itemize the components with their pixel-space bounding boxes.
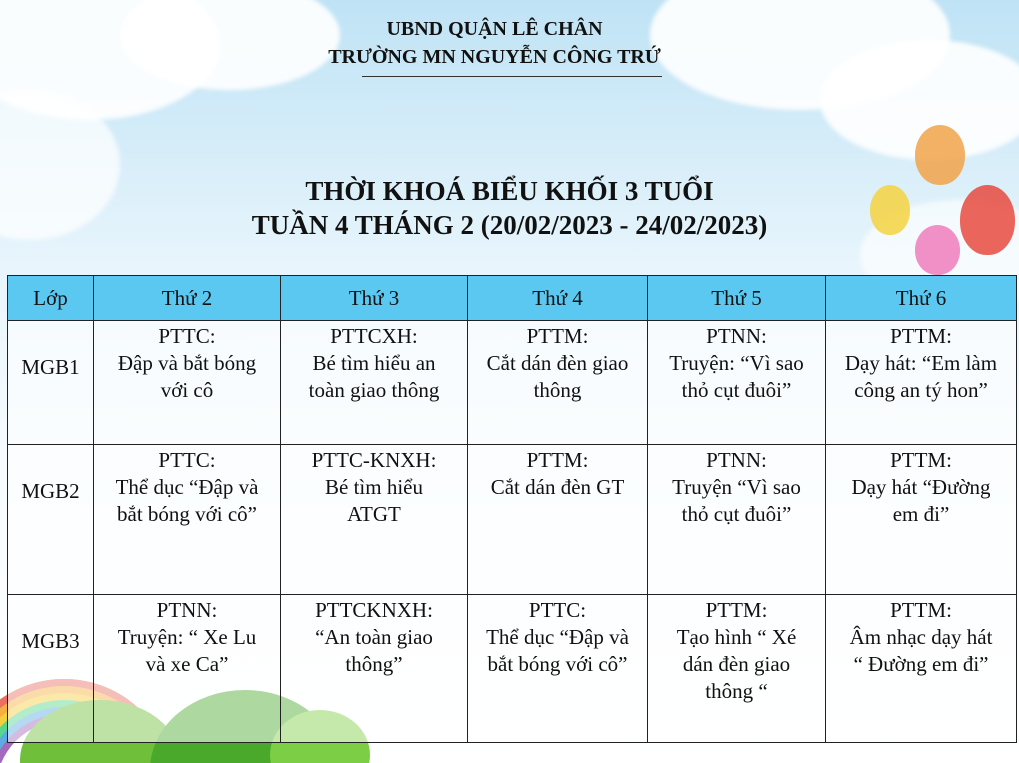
activity-text: Truyện: “ Xe Lu xyxy=(117,625,257,649)
activity-text: thỏ cụt đuôi” xyxy=(681,378,792,402)
subject-area: PTTC: xyxy=(528,598,587,622)
schedule-table xyxy=(7,275,1017,743)
activity-text: Cắt dán đèn giao xyxy=(486,351,629,375)
column-header: Thứ 6 xyxy=(826,276,1017,321)
activity-text: ATGT xyxy=(347,502,401,526)
subject-area: PTNN: xyxy=(706,448,767,472)
activity-text: toàn giao thông xyxy=(308,378,440,402)
activity-text: Cắt dán đèn GT xyxy=(490,475,625,499)
column-header: Thứ 3 xyxy=(281,276,468,321)
schedule-cell xyxy=(826,321,1017,445)
activity-text: bắt bóng với cô” xyxy=(117,502,257,526)
activity-text: Bé tìm hiểu xyxy=(325,475,423,499)
subject-area: PTTM: xyxy=(890,324,952,348)
schedule-cell xyxy=(281,321,468,445)
table-header-row xyxy=(8,276,1017,321)
activity-text: Dạy hát “Đường xyxy=(851,475,991,499)
activity-text: Truyện: “Vì sao xyxy=(669,351,804,375)
subject-area: PTNN: xyxy=(706,324,767,348)
activity-text: Bé tìm hiểu an xyxy=(312,351,436,375)
table-row xyxy=(8,321,1017,445)
subject-area: PTTC: xyxy=(158,324,216,348)
schedule-cell xyxy=(826,445,1017,595)
subject-area: PTTC: xyxy=(158,448,216,472)
column-header: Thứ 4 xyxy=(468,276,648,321)
subject-area: PTTCXH: xyxy=(330,324,418,348)
activity-text: dán đèn giao xyxy=(682,652,791,676)
activity-text: em đi” xyxy=(892,502,950,526)
schedule-cell xyxy=(468,595,648,743)
class-name-cell: MGB3 xyxy=(8,595,94,743)
subject-area: PTTM: xyxy=(890,448,952,472)
table-row xyxy=(8,595,1017,743)
schedule-cell xyxy=(94,321,281,445)
activity-text: bắt bóng với cô” xyxy=(487,652,628,676)
activity-text: Thể dục “Đập và xyxy=(115,475,259,499)
class-name-cell: MGB2 xyxy=(8,445,94,595)
subject-area: PTTM: xyxy=(705,598,768,622)
subject-area: PTTM: xyxy=(526,324,589,348)
subject-area: PTTC-KNXH: xyxy=(311,448,437,472)
activity-text: công an tý hon” xyxy=(854,378,988,402)
schedule-cell xyxy=(281,595,468,743)
activity-text: Âm nhạc dạy hát xyxy=(849,625,993,649)
schedule-cell xyxy=(281,445,468,595)
subject-area: PTNN: xyxy=(156,598,218,622)
activity-text: thông” xyxy=(345,652,403,676)
activity-text: Tạo hình “ Xé xyxy=(676,625,797,649)
org-name: UBND QUẬN LÊ CHÂN xyxy=(386,18,603,40)
schedule-cell xyxy=(648,321,826,445)
column-header: Thứ 5 xyxy=(648,276,826,321)
subject-area: PTTM: xyxy=(526,448,589,472)
schedule-cell xyxy=(94,595,281,743)
schedule-cell xyxy=(826,595,1017,743)
header-divider xyxy=(362,76,662,77)
activity-text: Truyện “Vì sao xyxy=(672,475,801,499)
column-header: Thứ 2 xyxy=(94,276,281,321)
activity-text: “An toàn giao xyxy=(315,625,433,649)
column-header: Lớp xyxy=(8,276,94,321)
schedule-cell xyxy=(468,445,648,595)
school-name: TRƯỜNG MN NGUYỄN CÔNG TRỨ xyxy=(328,46,661,68)
activity-text: và xe Ca” xyxy=(145,652,229,676)
class-name-cell: MGB1 xyxy=(8,321,94,445)
page-title: THỜI KHOÁ BIỂU KHỐI 3 TUỔI xyxy=(305,176,714,206)
activity-text: “ Đường em đi” xyxy=(853,652,989,676)
activity-text: với cô xyxy=(160,378,214,402)
subject-area: PTTCKNXH: xyxy=(315,598,433,622)
activity-text: thông “ xyxy=(705,679,768,703)
table-row xyxy=(8,445,1017,595)
schedule-cell xyxy=(648,595,826,743)
activity-text: Thể dục “Đập và xyxy=(486,625,629,649)
schedule-cell xyxy=(94,445,281,595)
activity-text: thỏ cụt đuôi” xyxy=(681,502,792,526)
activity-text: thông xyxy=(533,378,582,402)
activity-text: Dạy hát: “Em làm xyxy=(844,351,998,375)
schedule-cell xyxy=(648,445,826,595)
subject-area: PTTM: xyxy=(890,598,952,622)
activity-text: Đập và bắt bóng xyxy=(117,351,257,375)
schedule-cell xyxy=(468,321,648,445)
page-subtitle: TUẦN 4 THÁNG 2 (20/02/2023 - 24/02/2023) xyxy=(251,210,768,240)
